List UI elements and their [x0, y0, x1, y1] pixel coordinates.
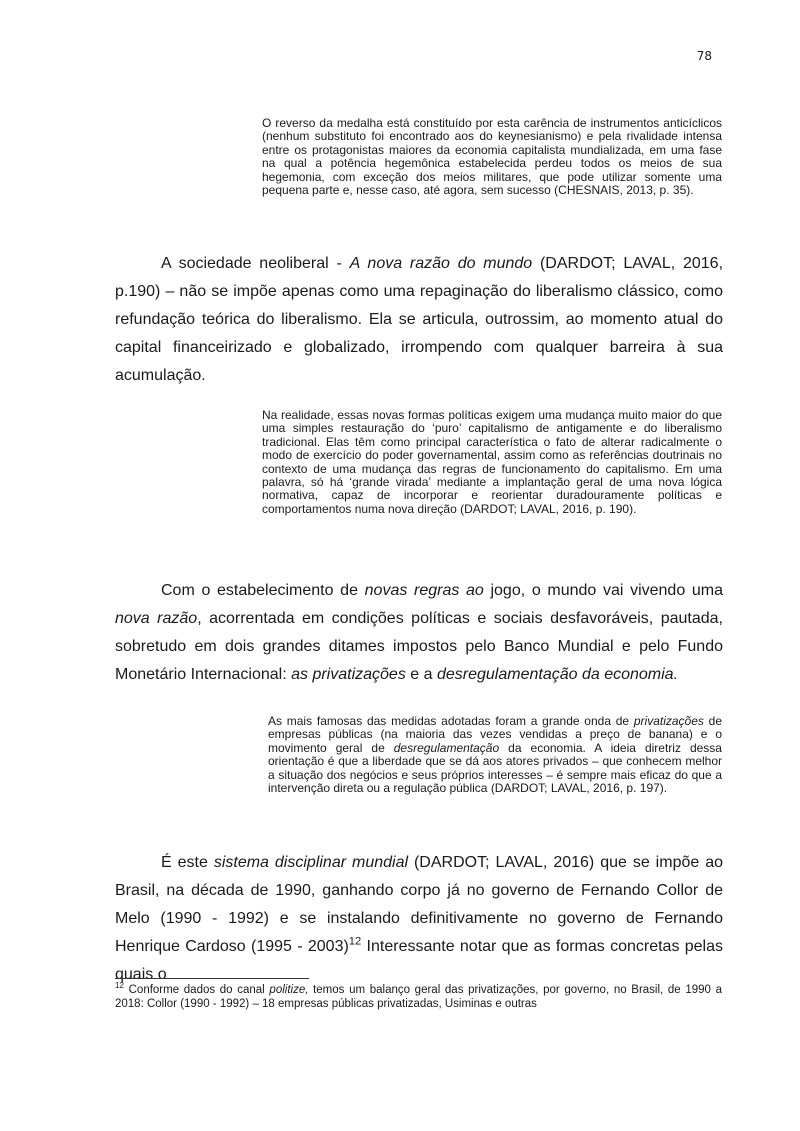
italic-book-title: A nova razão do mundo	[349, 255, 533, 272]
footnote-reference[interactable]: 12	[348, 935, 362, 948]
paragraph-neoliberal-society: A sociedade neoliberal - A nova razão do mundo (DARDOT; LAVAL, 2016, p.190) – não se impõe apenas como uma repaginação do liberalismo clássico, como refundação teórica do liberalismo. Ela se articula, outrossim, ao momento atual do capital financeirizado e globalizado, irrompendo com qualquer barreira à sua acumulação.	[115, 255, 724, 384]
footnote-12: $^{12}$ Conforme dados do canal politize, temos um balanço geral das privatizações, por governo, no Brasil, de 1990 a 2018: Collor (1990 - 1992) – 18 empresas públicas privatizadas, Usiminas e outras	[115, 981, 723, 1010]
block-quote-dardot-laval-190: Na realidade, essas novas formas políticas exigem uma mudança muito maior do que uma simples restauração do ‘puro’ capitalismo de antigamente e do liberalismo tradicional. Elas têm como principal característica o fato de alterar radicalmente o modo de exercício do poder governamental, assim como as referências doutrinais no contexto de uma mudança das regras de funcionamento do capitalismo. Em uma palavra, só há ‘grande virada’ mediante a implantação geral de uma nova lógica normativa, capaz de incorporar e reorientar duradouramente políticas e comportamentos numa nova direção (DARDOT; LAVAL, 2016, p. 190).	[262, 408, 722, 516]
block-quote-chesnais: O reverso da medalha está constituído por esta carência de instrumentos anticíclicos (nenhum substituto foi encontrado aos do keynesianismo) e pela rivalidade intensa entre os protagonistas maiores da economia capitalista mundializada, em uma fase na qual a potência hegemônica estabelecida perdeu todos os meios de sua hegemonia, com exceção dos meios militares, que pode utilizar somente uma pequena parte e, nesse caso, até agora, sem sucesso (CHESNAIS, 2013, p. 35).	[262, 116, 722, 198]
footnote-divider	[115, 978, 309, 979]
page-number: 78	[696, 49, 712, 63]
block-quote-dardot-laval-197: As mais famosas das medidas adotadas foram a grande onda de privatizações de empresas públicas (na maioria das vezes vendidas a preço de banana) e o movimento geral de desregulamentação da economia. A ideia diretriz dessa orientação é que a liberdade que se dá aos atores privados – que conhecem melhor a situação dos negócios e seus próprios interesses – é sempre mais eficaz do que a intervenção direta ou a regulação pública (DARDOT; LAVAL, 2016, p. 197).	[268, 714, 722, 796]
paragraph-disciplinary-system: É este sistema disciplinar mundial (DARDOT; LAVAL, 2016) que se impõe ao Brasil, na década de 1990, ganhando corpo já no governo de Fernando Collor de Melo (1990 - 1992) e se instalando definitivamente no governo de Fernando Henrique Cardoso (1995 - 2003)$^{12}$ Interessante notar que as formas concretas pelas quais o	[115, 854, 724, 983]
paragraph-new-rules: Com o estabelecimento de novas regras ao jogo, o mundo vai vivendo uma nova razão, acorrentada em condições políticas e sociais desfavoráveis, pautada, sobretudo em dois grandes ditames impostos pelo Banco Mundial e pelo Fundo Monetário Internacional: as privatizações e a desregulamentação da economia.	[115, 582, 724, 683]
